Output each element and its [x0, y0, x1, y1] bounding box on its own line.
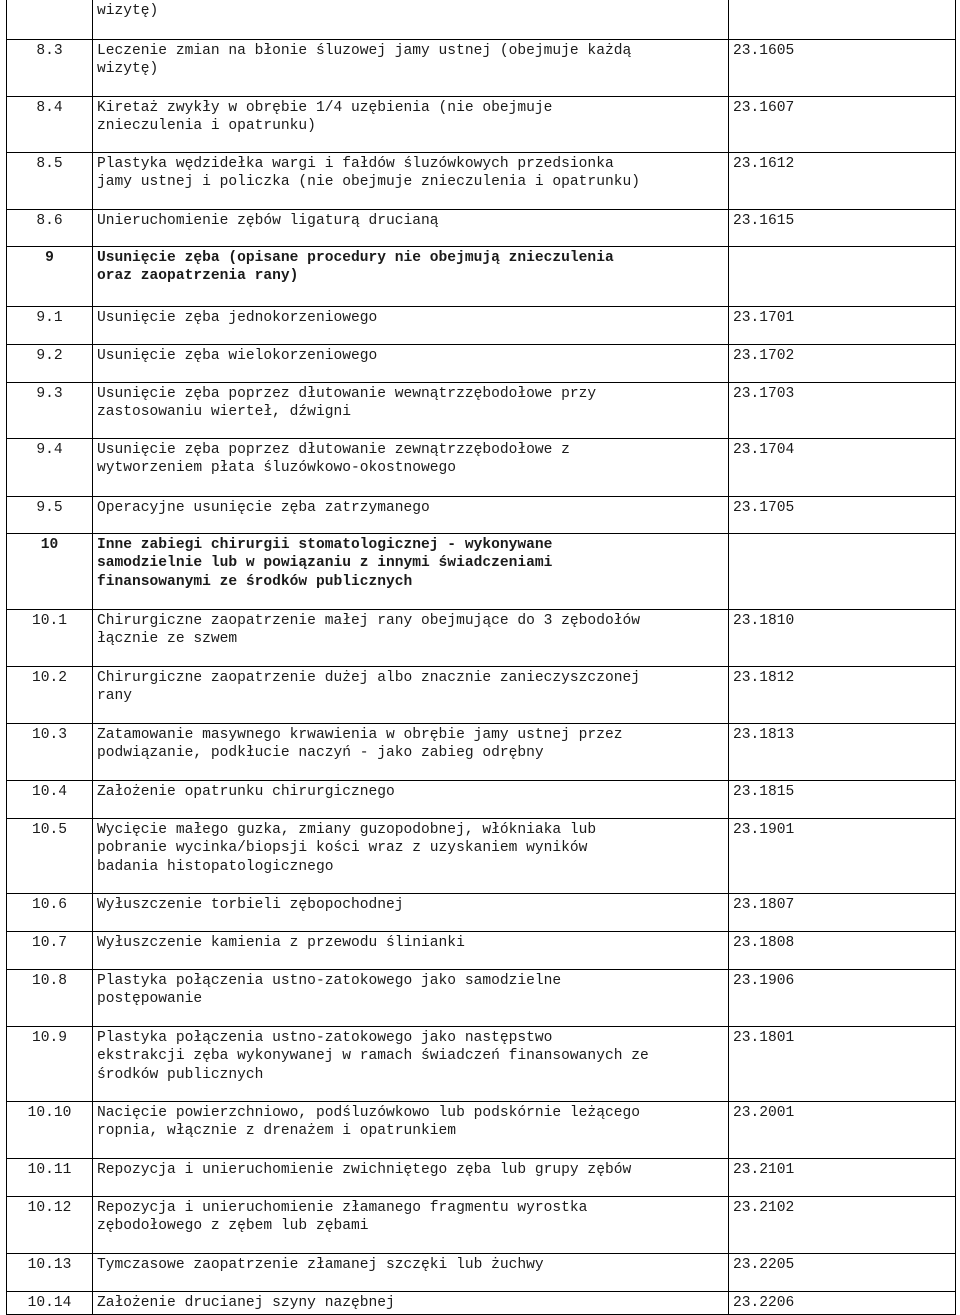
table-row	[7, 1102, 956, 1159]
procedure-code: 23.1807	[729, 894, 956, 932]
procedure-code: 23.1801	[729, 1027, 956, 1102]
procedure-number: 9.5	[7, 497, 93, 534]
procedure-number: 10.7	[7, 932, 93, 970]
procedure-code: 23.1812	[729, 667, 956, 724]
procedure-number: 10.13	[7, 1254, 93, 1292]
procedure-name: Założenie opatrunku chirurgicznego	[93, 781, 729, 819]
procedure-name: Założenie drucianej szyny nazębnej	[93, 1292, 729, 1315]
procedure-number: 10.2	[7, 667, 93, 724]
procedure-number: 10.11	[7, 1159, 93, 1197]
table-row	[7, 497, 956, 534]
procedure-number: 10	[7, 534, 93, 610]
procedure-code: 23.1701	[729, 307, 956, 345]
procedure-number: 10.10	[7, 1102, 93, 1159]
procedures-table	[6, 0, 956, 1315]
procedure-code: 23.1702	[729, 345, 956, 383]
procedures-table-body	[7, 0, 956, 1315]
procedure-code: 23.1615	[729, 210, 956, 247]
procedure-number: 10.6	[7, 894, 93, 932]
table-row	[7, 1159, 956, 1197]
procedure-name: Wycięcie małego guzka, zmiany guzopodobnej, włókniaka lub pobranie wycinka/biopsji kości wraz z uzyskaniem wyników badania histopatologicznego	[93, 819, 729, 894]
procedure-name: Usunięcie zęba poprzez dłutowanie wewnątrzzębodołowe przy zastosowaniu wierteł, dźwigni	[93, 383, 729, 439]
procedure-name: Chirurgiczne zaopatrzenie dużej albo znacznie zanieczyszczonej rany	[93, 667, 729, 724]
section-row	[7, 534, 956, 610]
procedure-number: 10.14	[7, 1292, 93, 1315]
procedure-code	[729, 247, 956, 307]
procedure-name: Zatamowanie masywnego krwawienia w obrębie jamy ustnej przez podwiązanie, podkłucie naczyń - jako zabieg odrębny	[93, 724, 729, 781]
table-row	[7, 610, 956, 667]
procedure-code: 23.1808	[729, 932, 956, 970]
procedure-name: Inne zabiegi chirurgii stomatologicznej - wykonywane samodzielnie lub w powiązaniu z innymi świadczeniami finansowanymi ze środków publicznych	[93, 534, 729, 610]
procedure-code: 23.1815	[729, 781, 956, 819]
procedure-code: 23.2001	[729, 1102, 956, 1159]
procedure-name: Unieruchomienie zębów ligaturą drucianą	[93, 210, 729, 247]
procedure-name: Usunięcie zęba wielokorzeniowego	[93, 345, 729, 383]
procedure-name: wizytę)	[93, 0, 729, 40]
section-row	[7, 247, 956, 307]
procedure-name: Usunięcie zęba jednokorzeniowego	[93, 307, 729, 345]
table-row	[7, 819, 956, 894]
procedure-code	[729, 0, 956, 40]
procedure-number: 10.1	[7, 610, 93, 667]
procedure-name: Wyłuszczenie torbieli zębopochodnej	[93, 894, 729, 932]
procedure-name: Usunięcie zęba (opisane procedury nie obejmują znieczulenia oraz zaopatrzenia rany)	[93, 247, 729, 307]
procedure-name: Kiretaż zwykły w obrębie 1/4 uzębienia (nie obejmuje znieczulenia i opatrunku)	[93, 97, 729, 153]
procedure-number: 9	[7, 247, 93, 307]
procedure-number: 9.1	[7, 307, 93, 345]
procedure-code: 23.1813	[729, 724, 956, 781]
procedure-number	[7, 0, 93, 40]
procedure-number: 10.3	[7, 724, 93, 781]
table-row	[7, 439, 956, 497]
procedure-code: 23.2102	[729, 1197, 956, 1254]
procedure-name: Leczenie zmian na błonie śluzowej jamy ustnej (obejmuje każdą wizytę)	[93, 40, 729, 97]
table-row	[7, 724, 956, 781]
procedure-code: 23.1810	[729, 610, 956, 667]
procedure-code: 23.2205	[729, 1254, 956, 1292]
procedure-name: Plastyka wędzidełka wargi i fałdów śluzówkowych przedsionka jamy ustnej i policzka (nie obejmuje znieczulenia i opatrunku)	[93, 153, 729, 210]
table-row	[7, 781, 956, 819]
procedure-name: Nacięcie powierzchniowo, podśluzówkowo lub podskórnie leżącego ropnia, włącznie z drenażem i opatrunkiem	[93, 1102, 729, 1159]
procedure-number: 10.12	[7, 1197, 93, 1254]
procedure-code: 23.1901	[729, 819, 956, 894]
procedure-number: 10.4	[7, 781, 93, 819]
table-row	[7, 970, 956, 1027]
procedure-name: Repozycja i unieruchomienie zwichniętego zęba lub grupy zębów	[93, 1159, 729, 1197]
table-row	[7, 1027, 956, 1102]
procedure-number: 10.5	[7, 819, 93, 894]
table-row	[7, 932, 956, 970]
procedure-name: Plastyka połączenia ustno-zatokowego jako samodzielne postępowanie	[93, 970, 729, 1027]
procedure-code: 23.1906	[729, 970, 956, 1027]
procedure-code: 23.1703	[729, 383, 956, 439]
procedure-code: 23.1605	[729, 40, 956, 97]
table-row	[7, 40, 956, 97]
procedure-code: 23.1704	[729, 439, 956, 497]
procedure-name: Repozycja i unieruchomienie złamanego fragmentu wyrostka zębodołowego z zębem lub zębami	[93, 1197, 729, 1254]
procedure-number: 10.8	[7, 970, 93, 1027]
table-row	[7, 383, 956, 439]
table-row	[7, 345, 956, 383]
procedure-number: 8.3	[7, 40, 93, 97]
procedure-number: 8.6	[7, 210, 93, 247]
table-row	[7, 210, 956, 247]
procedure-name: Plastyka połączenia ustno-zatokowego jako następstwo ekstrakcji zęba wykonywanej w ramach świadczeń finansowanych ze środków publicznych	[93, 1027, 729, 1102]
procedure-number: 8.4	[7, 97, 93, 153]
procedure-name: Usunięcie zęba poprzez dłutowanie zewnątrzzębodołowe z wytworzeniem płata śluzówkowo-okostnowego	[93, 439, 729, 497]
procedure-name: Wyłuszczenie kamienia z przewodu ślinianki	[93, 932, 729, 970]
procedure-code: 23.1705	[729, 497, 956, 534]
table-row	[7, 1197, 956, 1254]
table-row	[7, 894, 956, 932]
procedure-code	[729, 534, 956, 610]
procedure-number: 9.3	[7, 383, 93, 439]
procedure-name: Operacyjne usunięcie zęba zatrzymanego	[93, 497, 729, 534]
procedure-number: 10.9	[7, 1027, 93, 1102]
table-row	[7, 307, 956, 345]
procedure-number: 9.2	[7, 345, 93, 383]
procedure-name: Tymczasowe zaopatrzenie złamanej szczęki lub żuchwy	[93, 1254, 729, 1292]
table-row	[7, 1292, 956, 1315]
procedure-code: 23.1607	[729, 97, 956, 153]
procedure-code: 23.2206	[729, 1292, 956, 1315]
table-row	[7, 1254, 956, 1292]
table-row	[7, 97, 956, 153]
table-row	[7, 0, 956, 40]
table-row	[7, 667, 956, 724]
procedure-number: 9.4	[7, 439, 93, 497]
table-row	[7, 153, 956, 210]
procedure-code: 23.1612	[729, 153, 956, 210]
procedure-number: 8.5	[7, 153, 93, 210]
procedure-name: Chirurgiczne zaopatrzenie małej rany obejmujące do 3 zębodołów łącznie ze szwem	[93, 610, 729, 667]
procedure-code: 23.2101	[729, 1159, 956, 1197]
